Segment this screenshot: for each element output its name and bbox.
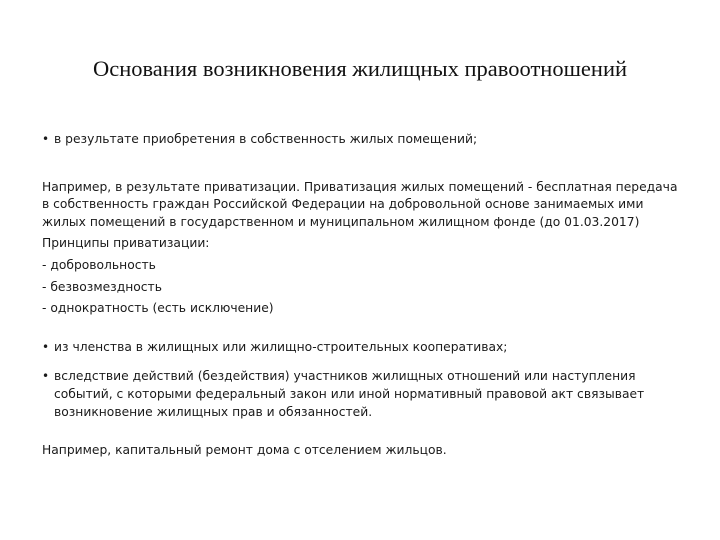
- principle-item: - добровольность: [42, 257, 156, 272]
- bullet-icon: •: [42, 132, 50, 146]
- slide-content: [42, 131, 682, 460]
- bullet-text: вследствие действий (бездействия) участников жилищных отношений или наступления событий, с которыми федеральный закон или иной нормативный правовой акт связывает возникновение жилищных прав и обязанностей.: [54, 369, 645, 419]
- principle-item: - однократность (есть исключение): [42, 301, 274, 316]
- principle-item: - безвозмездность: [42, 279, 162, 294]
- bullet-icon: •: [42, 369, 50, 384]
- bullet-text: из членства в жилищных или жилищно-строительных кооперативах;: [54, 339, 508, 354]
- example-privatization: Например, в результате приватизации. Приватизация жилых помещений - бесплатная передача в собственность граждан Российской Федерации на добровольной основе занимаемых ими жилых помещений в государственном и муниципальном жилищном фонде (до 01.03.2017): [42, 179, 678, 229]
- bullet-item-actions: [42, 368, 682, 421]
- bullet-item-acquisition: [42, 131, 682, 149]
- slide-title: Основания возникновения жилищных правоотношений: [92, 56, 628, 81]
- bullet-item-cooperative: [42, 339, 682, 357]
- bullet-text: в результате приобретения в собственность жилых помещений;: [54, 132, 478, 146]
- bullet-icon: •: [42, 339, 50, 354]
- example-repair: Например, капитальный ремонт дома с отселением жильцов.: [42, 443, 447, 458]
- principles-heading: Принципы приватизации:: [42, 236, 210, 251]
